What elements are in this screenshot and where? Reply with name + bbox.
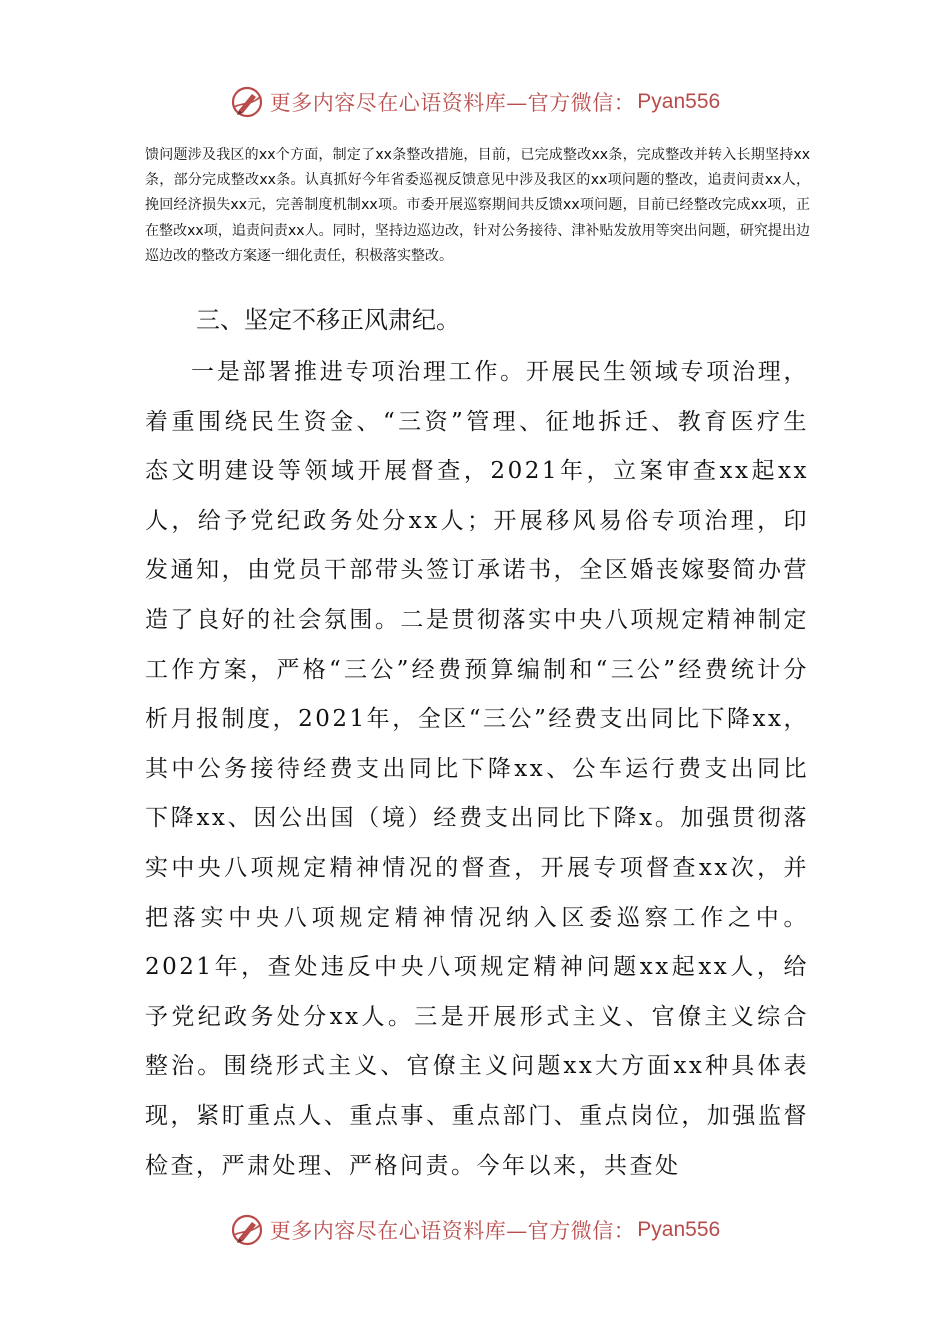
- pen-logo-icon: [230, 1213, 264, 1247]
- banner-text: 更多内容尽在心语资料库—官方微信：: [269, 91, 636, 115]
- continuation-paragraph: 馈问题涉及我区的xx个方面，制定了xx条整改措施，目前，已完成整改xx条，完成整改并转入长期坚持xx条，部分完成整改xx条。认真抓好今年省委巡视反馈意见中涉及我区的xx项问题的整改，追责问责xx人，挽回经济损失xx元，完善制度机制xx项。市委开展巡察期间共反馈xx项问题，目前已经整改完成xx项，正在整改xx项，追责问责xx人。同时，坚持边巡边改，针对公务接待、津补贴发放用等突出问题，研究提出边巡边改的整改方案逐一细化责任，积极落实整改。: [145, 147, 810, 264]
- banner-wechat-id: Pyan556: [637, 90, 721, 113]
- footer-banner: [0, 1210, 950, 1250]
- banner-wechat-id: Pyan556: [637, 1218, 721, 1241]
- pen-logo-icon: [230, 85, 264, 119]
- section-heading: 三、坚定不移正风肃纪。: [196, 306, 460, 334]
- header-banner: [0, 82, 950, 122]
- section-paragraph: 一是部署推进专项治理工作。开展民生领域专项治理，着重围绕民生资金、“三资”管理、征地拆迁、教育医疗生态文明建设等领域开展督查，2021年，立案审查xx起xx人，给予党纪政务处分xx人；开展移风易俗专项治理，印发通知，由党员干部带头签订承诺书，全区婚丧嫁娶简办营造了良好的社会氛围。二是贯彻落实中央八项规定精神制定工作方案，严格“三公”经费预算编制和“三公”经费统计分析月报制度，2021年，全区“三公”经费支出同比下降xx，其中公务接待经费支出同比下降xx、公车运行费支出同比下降xx、因公出国（境）经费支出同比下降x。加强贯彻落实中央八项规定精神情况的督查，开展专项督查xx次，并把落实中央八项规定精神情况纳入区委巡察工作之中。2021年，查处违反中央八项规定精神问题xx起xx人，给予党纪政务处分xx人。三是开展形式主义、官僚主义综合整治。围绕形式主义、官僚主义问题xx大方面xx种具体表现，紧盯重点人、重点事、重点部门、重点岗位，加强监督检查，严肃处理、严格问责。今年以来，共查处: [145, 359, 809, 1179]
- banner-text: 更多内容尽在心语资料库—官方微信：: [269, 1219, 636, 1243]
